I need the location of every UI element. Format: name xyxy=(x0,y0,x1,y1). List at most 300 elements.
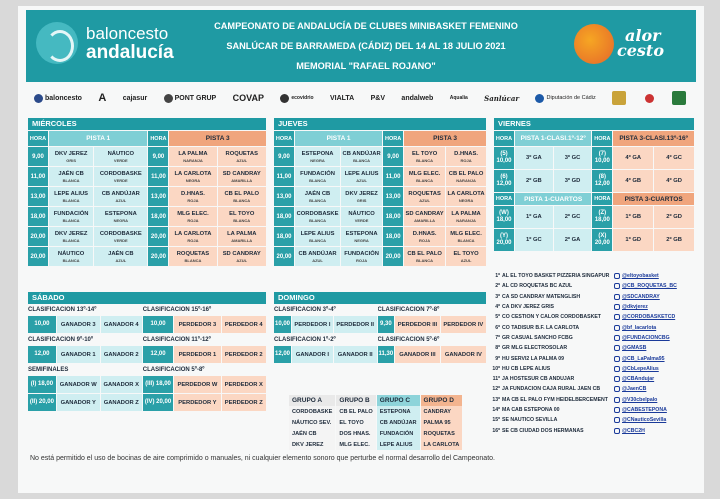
kit-color: NEGRA xyxy=(185,177,201,183)
kit-color: NEGRA xyxy=(113,217,129,223)
ranking-position: 1º xyxy=(495,273,500,280)
match-slot: GANADOR 1 xyxy=(57,346,100,363)
kit-color: NARANJA xyxy=(456,177,476,183)
match-slot: GANADOR 3 xyxy=(57,316,100,333)
instagram-link[interactable] xyxy=(614,283,677,289)
match-slot: GANADOR 4 xyxy=(101,316,142,333)
pista-1-team-a xyxy=(49,247,93,266)
instagram-handle: @CB_ROQUETAS_BC xyxy=(622,283,677,290)
instagram-icon xyxy=(614,356,620,362)
kit-color: ROJA xyxy=(356,257,368,263)
pista-1-header: PISTA 1 xyxy=(295,131,382,146)
pista-3-team-a xyxy=(404,187,445,206)
match-time: 12,00 xyxy=(274,346,291,363)
match-slot: 1º GC xyxy=(515,229,553,251)
sabado-c5: CLASIFICACION 5º-8º xyxy=(142,366,205,373)
group-team: LEPE ALIUS xyxy=(377,439,420,450)
match-time: 20,00 xyxy=(28,227,48,246)
sponsor-pont-grup: PONT GRUP xyxy=(164,94,217,103)
sabado-c3: CLASIFICACION 9º-10º xyxy=(28,336,94,343)
ranking-row xyxy=(488,333,698,343)
sponsor-baloncesto: baloncesto xyxy=(34,94,82,103)
ranking-team: SE NÁUTICO SEVILLA xyxy=(502,417,558,424)
instagram-handle: @SDCANDRAY xyxy=(622,293,660,300)
instagram-icon xyxy=(614,335,620,341)
ranking-position: 10º xyxy=(492,365,500,372)
instagram-icon xyxy=(614,304,620,310)
team-name: FUNDACIÓN xyxy=(300,170,335,177)
instagram-handle: @CNauticoSevilla xyxy=(622,417,667,424)
match-slot: PERDEDOR 3 xyxy=(174,316,220,333)
ranking-position: 12º xyxy=(492,386,500,393)
pista-1-team-b xyxy=(94,247,147,266)
ranking-team: MA CAB ESTEPONA 00 xyxy=(502,407,560,413)
ranking-row xyxy=(488,302,698,312)
pista-3-team-a xyxy=(404,167,445,186)
kit-color: NEGRA xyxy=(354,237,369,243)
team-name: LA CARLOTA xyxy=(174,170,212,177)
schedule-domingo xyxy=(273,303,487,364)
match-slot: PERDEDOR I xyxy=(292,316,333,333)
group-header: GRUPO B xyxy=(336,395,375,406)
sponsor-sanlucar: Sanlúcar xyxy=(484,93,520,103)
day-bar-viernes: VIERNES xyxy=(494,118,694,130)
team-name: MLG ELEC. xyxy=(408,170,441,177)
kit-color: BLANCA xyxy=(62,257,80,263)
match-slot: 4º GD xyxy=(654,170,694,192)
kit-color: ROJA xyxy=(187,217,199,223)
kit-color: AMARILLA xyxy=(414,217,436,223)
pista-3-team-b xyxy=(446,187,486,206)
instagram-link[interactable] xyxy=(614,294,660,300)
team-name: SD CANDRAY xyxy=(222,250,261,257)
group-header: GRUPO D xyxy=(421,395,463,406)
ranking-team: AL CD ROQUETAS BC AZUL xyxy=(502,283,573,290)
title-line-3: MEMORIAL "RAFAEL ROJANO" xyxy=(296,61,436,71)
match-time: 10,00 xyxy=(143,316,174,333)
schedule-jueves xyxy=(273,130,487,267)
match-time: 9,00 xyxy=(28,147,48,166)
group-team: ROQUETAS xyxy=(421,428,463,439)
group-team: NÁUTICO SEV. xyxy=(289,417,335,428)
pista-1-team-a xyxy=(49,227,93,246)
pista-3-header: PISTA 3 xyxy=(169,131,266,146)
valorcesto-line-1: alor xyxy=(625,26,661,45)
day-bar-sabado: SÁBADO xyxy=(28,292,266,304)
team-name: LA CARLOTA xyxy=(174,230,212,237)
ranking-row xyxy=(488,384,698,394)
instagram-link[interactable] xyxy=(614,397,657,403)
ranking-row xyxy=(488,425,698,435)
pista-3-team-b xyxy=(218,167,267,186)
instagram-icon xyxy=(614,294,620,300)
instagram-icon xyxy=(614,366,620,372)
kit-color: AZUL xyxy=(419,197,430,203)
match-slot: 4º GB xyxy=(613,170,653,192)
group-team: EL TOYO xyxy=(336,417,375,428)
kit-color: BLANCA xyxy=(309,197,326,203)
match-slot: 1º GA xyxy=(515,206,553,228)
instagram-link[interactable] xyxy=(614,273,659,279)
match-time: (III) 18,00 xyxy=(143,376,174,393)
match-slot: GANADOR Z xyxy=(101,394,142,411)
kit-color: BLANCA xyxy=(416,157,434,163)
ranking-row xyxy=(488,405,698,415)
match-slot: GANADOR III xyxy=(395,346,440,363)
ranking-row xyxy=(488,312,698,322)
match-time: (II) 20,00 xyxy=(28,394,56,411)
match-slot: GANADOR I xyxy=(292,346,333,363)
ranking-position: 2º xyxy=(495,283,500,290)
ranking-team: HU SERVI2 LA PALMA 09 xyxy=(502,355,564,362)
instagram-handle: @CbLepeAlius xyxy=(622,365,659,372)
sponsor-ecovidrio: ecovidrio xyxy=(280,94,313,103)
instagram-link[interactable] xyxy=(614,428,645,434)
sponsor-sanlucar-deportes xyxy=(645,94,656,103)
match-slot: PERDEDOR Z xyxy=(222,394,266,411)
pista-1-team-b xyxy=(94,167,147,186)
instagram-link[interactable] xyxy=(614,366,659,372)
instagram-icon xyxy=(614,314,620,320)
pista-3-team-a xyxy=(404,207,445,226)
sponsor-covap: COVAP xyxy=(232,93,264,103)
instagram-link[interactable] xyxy=(614,417,666,423)
group-team: CANDRAY xyxy=(421,406,463,417)
instagram-handle: @CORDOBASKETCD xyxy=(622,314,676,321)
ranking-row xyxy=(488,364,698,374)
kit-color: BLANCA xyxy=(309,217,326,223)
match-slot: GANADOR X xyxy=(101,376,142,393)
match-time: 12,00 xyxy=(143,346,174,363)
instagram-handle: @eltoyobasket xyxy=(622,273,659,280)
pista-3-team-a xyxy=(169,167,216,186)
ranking-position: 16º xyxy=(492,427,500,434)
kit-color: GRIS xyxy=(66,157,76,163)
instagram-icon xyxy=(614,417,620,423)
match-slot: PERDEDOR 4 xyxy=(222,316,266,333)
kit-color: NARANJA xyxy=(456,217,476,223)
kit-color: ROJA xyxy=(187,237,199,243)
team-name: LA PALMA xyxy=(178,150,208,157)
ranking-position: 9º xyxy=(495,355,500,362)
hora-header: HORA xyxy=(383,131,403,146)
ranking-row xyxy=(488,292,698,302)
kit-color: VERDE xyxy=(354,217,369,223)
pista-1-team-a xyxy=(295,147,340,166)
kit-color: AZUL xyxy=(236,157,248,163)
pista-3-team-b xyxy=(446,227,486,246)
sponsor-aqualia: Aqualia xyxy=(449,95,468,101)
match-time: 20,00 xyxy=(148,227,168,246)
team-name: CB ANDÚJAR xyxy=(342,150,381,157)
hora-header: HORA xyxy=(148,131,168,146)
domingo-c2: CLASIFICACION 7º-8º xyxy=(377,306,440,313)
schedule-viernes xyxy=(493,130,695,252)
pista-1-team-b xyxy=(341,227,382,246)
group-team: JAÉN CB xyxy=(289,428,335,439)
team-name: CORDOBASKE xyxy=(296,210,339,217)
cuartos-pista-1-header: PISTA 1-CUARTOS xyxy=(515,193,591,205)
pista-3-team-a xyxy=(404,227,445,246)
instagram-link[interactable] xyxy=(614,356,665,362)
match-slot: 4º GC xyxy=(654,147,694,169)
ranking-position: 14º xyxy=(492,407,500,413)
sponsor-escudo xyxy=(612,91,628,105)
pista-1-team-a xyxy=(295,247,340,266)
match-time: 18,00 xyxy=(148,207,168,226)
match-time: 18,00 xyxy=(383,207,403,226)
pista-3-team-b xyxy=(218,147,267,166)
kit-color: NARANJA xyxy=(183,157,203,163)
sabado-semis: SEMIFINALES xyxy=(28,366,69,373)
team-name: DKV JEREZ xyxy=(54,150,88,157)
ranking-row xyxy=(488,281,698,291)
team-name: EL TOYO xyxy=(411,150,438,157)
group-team: DOS HNAS. xyxy=(336,428,375,439)
ranking-row xyxy=(488,271,698,281)
match-time: 11,00 xyxy=(28,167,48,186)
final-ranking xyxy=(488,271,698,436)
kit-color: BLANCA xyxy=(62,177,80,183)
instagram-link[interactable] xyxy=(614,345,646,351)
pista-3-team-b xyxy=(218,207,267,226)
instagram-handle: @dkvjerez xyxy=(622,304,648,311)
team-name: MLG ELEC. xyxy=(450,230,482,237)
pista-1-team-b xyxy=(341,167,382,186)
match-slot: 2º GC xyxy=(554,206,592,228)
match-time: 10,00 xyxy=(274,316,291,333)
team-name: NÁUTICO xyxy=(57,250,85,257)
kit-color: BLANCA xyxy=(62,197,80,203)
team-name: FUNDACIÓN xyxy=(344,250,379,257)
viernes-pista-1-header: PISTA 1-CLASI.1º-12º xyxy=(515,131,591,146)
sabado-c1: CLASIFICACION 13º-14º xyxy=(28,306,97,313)
group-team: ESTEPONA xyxy=(377,406,420,417)
team-name: D.HNAS. xyxy=(412,230,437,237)
pista-3-team-a xyxy=(169,187,216,206)
pista-1-team-b xyxy=(341,247,382,266)
pista-3-team-a xyxy=(404,247,445,266)
ranking-row xyxy=(488,353,698,363)
sponsor-andalweb: andalweb xyxy=(401,94,434,102)
ranking-team: CA SD CANDRAY MATENGLISH xyxy=(502,293,581,300)
hora-header: HORA xyxy=(592,193,612,205)
match-slot: PERDEDOR III xyxy=(395,316,440,333)
pista-1-header: PISTA 1 xyxy=(49,131,147,146)
instagram-icon xyxy=(614,407,620,413)
ranking-position: 13º xyxy=(492,396,500,403)
team-name: D.HNAS. xyxy=(181,190,205,197)
ranking-position: 5º xyxy=(495,314,500,321)
pista-1-team-a xyxy=(295,167,340,186)
kit-color: AZUL xyxy=(115,197,127,203)
hora-header: HORA xyxy=(274,131,294,146)
kit-color: BLANCA xyxy=(62,217,80,223)
kit-color: AMARILLA xyxy=(231,177,253,183)
match-time: 20,00 xyxy=(274,247,294,266)
hora-header: HORA xyxy=(494,131,514,146)
instagram-icon xyxy=(614,386,620,392)
pista-1-team-a xyxy=(295,207,340,226)
group-team: PALMA 95 xyxy=(421,417,463,428)
match-time: 20,00 xyxy=(148,247,168,266)
instagram-icon xyxy=(614,325,620,331)
hora-header: HORA xyxy=(28,131,48,146)
baloncesto-andalucia-logo-icon xyxy=(36,22,78,64)
match-time: (8) 12,00 xyxy=(592,170,612,192)
pista-1-team-a xyxy=(49,207,93,226)
instagram-handle: @V30cbelpalo xyxy=(622,396,658,403)
kit-color: ROJA xyxy=(187,197,199,203)
match-slot: 2º GD xyxy=(654,206,694,228)
team-name: ESTEPONA xyxy=(104,210,137,217)
pista-1-team-b xyxy=(341,187,382,206)
sponsor-strip xyxy=(26,84,696,112)
ranking-row xyxy=(488,415,698,425)
match-time: 9,30 xyxy=(378,316,395,333)
match-time: (5) 10,00 xyxy=(494,147,514,169)
pista-1-team-b xyxy=(94,187,147,206)
team-name: NÁUTICO xyxy=(107,150,135,157)
match-slot: PERDEDOR 1 xyxy=(174,346,220,363)
pista-3-header: PISTA 3 xyxy=(404,131,486,146)
match-time: 13,00 xyxy=(28,187,48,206)
instagram-icon xyxy=(614,283,620,289)
match-slot: GANADOR IV xyxy=(441,346,486,363)
instagram-link[interactable] xyxy=(614,325,656,331)
match-slot: 3º GA xyxy=(515,147,553,169)
match-time: 11,30 xyxy=(378,346,395,363)
team-name: LEPE ALIUS xyxy=(300,230,335,237)
match-time: 18,00 xyxy=(274,227,294,246)
match-time: 18,00 xyxy=(274,207,294,226)
instagram-handle: @CBAndujar xyxy=(622,376,655,383)
match-slot: 2º GB xyxy=(515,170,553,192)
ranking-position: 15º xyxy=(492,417,500,424)
instagram-handle: @GMASB xyxy=(622,345,647,352)
pista-3-team-a xyxy=(169,147,216,166)
team-name: DKV JEREZ xyxy=(54,230,88,237)
kit-color: VERDE xyxy=(113,177,128,183)
match-slot: GANADOR Y xyxy=(57,394,100,411)
match-time: 9,00 xyxy=(383,147,403,166)
match-slot: PERDEDOR X xyxy=(222,376,266,393)
team-name: LEPE ALIUS xyxy=(54,190,89,197)
brand-bottom: andalucía xyxy=(86,42,174,63)
schedule-sabado xyxy=(27,303,267,412)
instagram-link[interactable] xyxy=(614,335,670,341)
title-line-2: SANLÚCAR DE BARRAMEDA (CÁDIZ) DEL 14 AL 18 JULIO 2021 xyxy=(226,41,506,51)
pista-3-team-b xyxy=(218,187,267,206)
match-slot: GANADOR W xyxy=(57,376,100,393)
team-name: ROQUETAS xyxy=(225,150,258,157)
ranking-team: CO TADISUR B.F. LA CARLOTA xyxy=(502,324,580,331)
instagram-link[interactable] xyxy=(614,376,654,382)
team-name: EL TOYO xyxy=(229,210,255,217)
team-name: SD CANDRAY xyxy=(222,170,261,177)
brand-logo xyxy=(86,24,174,62)
team-name: CORDOBASKE xyxy=(99,230,142,237)
sabado-c4: CLASIFICACION 11º-12º xyxy=(142,336,211,343)
match-slot: 4º GA xyxy=(613,147,653,169)
kit-color: BLANCA xyxy=(353,157,371,163)
team-name: LA CARLOTA xyxy=(447,190,485,197)
instagram-link[interactable] xyxy=(614,314,675,320)
ranking-team: CA DKV JEREZ GRIS xyxy=(502,304,554,311)
team-name: NÁUTICO xyxy=(348,210,375,217)
sponsor-a: A xyxy=(98,92,107,104)
match-time: (IV) 20,00 xyxy=(143,394,174,411)
pista-1-team-a xyxy=(49,147,93,166)
group-header: GRUPO A xyxy=(289,395,335,406)
kit-color: ROJA xyxy=(419,237,431,243)
match-time: (Z) 18,00 xyxy=(592,206,612,228)
ranking-position: 3º xyxy=(495,293,500,300)
kit-color: ROJA xyxy=(460,157,472,163)
sponsor-vialta: VIALTA xyxy=(329,94,355,102)
team-name: LA PALMA xyxy=(451,210,481,217)
ranking-position: 4º xyxy=(495,304,500,311)
match-slot: 1º GB xyxy=(613,206,653,228)
instagram-icon xyxy=(614,273,620,279)
match-time: 12,00 xyxy=(28,346,56,363)
match-time: 13,00 xyxy=(383,187,403,206)
domingo-c4: CLASIFICACION 5º-6º xyxy=(377,336,440,343)
sabado-c2: CLASIFICACION 15º-16º xyxy=(142,306,212,313)
instagram-handle: @CBC2H xyxy=(622,427,645,434)
match-slot: 2º GA xyxy=(554,229,592,251)
instagram-link[interactable] xyxy=(614,386,646,392)
pista-1-team-b xyxy=(341,207,382,226)
match-time: 11,00 xyxy=(274,167,294,186)
viernes-pista-3-header: PISTA 3-CLASI.13º-16º xyxy=(613,131,694,146)
pista-3-team-b xyxy=(446,147,486,166)
ranking-position: 6º xyxy=(495,324,500,331)
kit-color: NEGRA xyxy=(310,157,325,163)
kit-color: AZUL xyxy=(460,257,472,263)
kit-color: NEGRA xyxy=(458,197,474,203)
team-name: LEPE ALIUS xyxy=(344,170,379,177)
instagram-link[interactable] xyxy=(614,304,648,310)
poster xyxy=(18,6,704,493)
match-slot: 3º GC xyxy=(554,147,592,169)
kit-color: BLANCA xyxy=(457,237,475,243)
kit-color: BLANCA xyxy=(184,257,202,263)
match-time: 9,00 xyxy=(274,147,294,166)
kit-color: AZUL xyxy=(312,257,323,263)
footer-notice: No está permitido el uso de bocinas de aire comprimido o manuales, ni cualquier elemento sonoro que perturbe el normal desarrollo del Campeonato. xyxy=(30,455,495,462)
team-name: JAÉN CB xyxy=(304,190,331,197)
group-team: CB EL PALO xyxy=(336,406,375,417)
match-slot: 2º GB xyxy=(654,229,694,251)
instagram-link[interactable] xyxy=(614,407,667,413)
team-name: CORDOBASKE xyxy=(99,170,142,177)
group-team: MLG ELEC. xyxy=(336,439,375,450)
instagram-icon xyxy=(614,397,620,403)
match-slot: PERDEDOR 2 xyxy=(222,346,266,363)
team-name: ESTEPONA xyxy=(345,230,378,237)
ranking-position: 7º xyxy=(495,334,500,341)
kit-color: BLANCA xyxy=(62,237,80,243)
kit-color: AZUL xyxy=(115,257,127,263)
match-slot: PERDEDOR II xyxy=(334,316,377,333)
ranking-team: SE CB CIUDAD DOS HERMANAS xyxy=(502,427,584,434)
pista-1-team-b xyxy=(94,207,147,226)
pista-3-team-b xyxy=(218,227,267,246)
team-name: FUNDACIÓN xyxy=(53,210,89,217)
kit-color: AZUL xyxy=(236,257,248,263)
pista-3-team-b xyxy=(446,207,486,226)
